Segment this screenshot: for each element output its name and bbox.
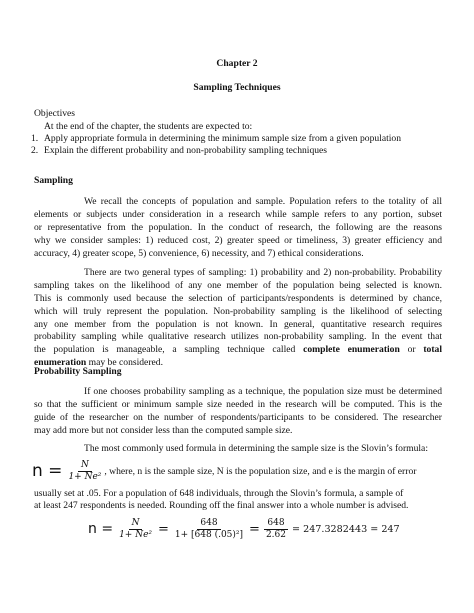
calc-fraction-3 [263,518,289,541]
slovin-formula-line [32,457,416,485]
text-line: why we consider samples: 1) reduced cost, 2) greater speed or timeliness, 3) greater efficiency and [34,234,442,246]
text-line: This is commonly used because the selection of participants/respondents is determined by chance, [34,292,442,304]
formula-denominator: 1+ Ne² [68,471,102,482]
text-run: or [407,344,416,356]
calc-denominator: 1+ Ne² [119,529,152,540]
text-line: probability sampling while qualitative research utilizes non-probability sampling. In the event that [34,331,442,343]
chapter-title: Sampling Techniques [193,82,281,93]
text-line: elements or subjects under consideration in a research while sample refers to any portion, subset [34,208,442,220]
chapter-label: Chapter 2 [216,58,258,69]
calc-result: = 247.3282443 = 247 [292,523,400,535]
text-line: There are two general types of sampling: 1) probability and 2) non-probability. Probability [84,267,442,278]
text-line: accuracy, 4) greater scope, 5) convenience, 6) necessity, and 7) ethical considerations. [34,247,364,259]
formula-fraction [65,460,104,483]
equals-sign: = [249,521,260,537]
objective-num: 1. [31,133,39,144]
formula-lhs: n = [32,460,63,481]
formula-description: , where, n is the sample size, N is the population size, and e is the margin of error [104,465,417,477]
text-line: may add more but not consider less than the computed sample size. [34,424,293,436]
objective-text: Apply appropriate formula in determining the minimum sample size from a given population [44,133,402,144]
term-total: total [423,344,442,356]
text-line: which will truly represent the population. Non-probability sampling is the likelihood of selecting [34,305,442,317]
term-complete-enumeration: complete enumeration [303,344,400,356]
objective-item-2 [31,144,328,157]
calc-numerator: 648 [264,518,287,530]
text-line: We recall the concepts of population and sample. Population refers to the totality of all [84,196,442,207]
text-run: may be considered. [88,357,163,369]
objective-text: Explain the different probability and non-probability sampling techniques [44,145,328,156]
text-line [34,344,442,357]
probability-sampling-heading: Probability Sampling [34,366,122,377]
calc-numerator: 648 [197,518,220,530]
text-line: or representative from the population. In the conduct of research, the following are the reasons [34,221,442,233]
formula-numerator: N [78,460,92,472]
sampling-paragraph-2 [34,267,442,370]
calc-denominator: 2.62 [265,529,286,540]
text-line: so that the sufficient or minimum sample size needed in the research will be computed. This is the [34,398,442,410]
equals-sign: = [158,521,169,537]
calc-denominator: 1+ [648 (.05)²] [174,529,244,540]
text-line: guide of the researcher on the number of respondents/participants to be considered. The researcher [34,411,442,423]
text-line: If one chooses probability sampling as a technique, the population size must be determined [84,386,442,397]
sampling-heading: Sampling [34,175,73,186]
calc-numerator: N [129,518,143,530]
term-enumeration: enumeration [34,357,87,369]
text-line: at least 247 respondents is needed. Rounding off the final answer into a whole number is advised. [34,500,409,511]
calc-fraction-2 [172,518,246,541]
probability-paragraph-1 [34,386,442,438]
objectives-heading: Objectives [34,108,76,119]
text-run: the population is manageable, a sampling technique called [34,344,296,356]
calc-fraction-1 [116,518,155,541]
text-line: usually set at .05. For a population of 648 individuals, through the Slovin’s formula, a sample of [34,488,404,499]
sampling-paragraph-1 [34,196,442,260]
text-line: sampling takes on the likelihood of any one member of the population being selected is known. [34,279,442,291]
objective-num: 2. [31,145,39,156]
text-line: any one member from the population is not known. In general, quantitative research requires [34,318,442,330]
slovin-calculation [88,514,400,544]
calc-lhs: n = [88,520,114,537]
probability-paragraph-2: The most commonly used formula in determining the sample size is the Slovin’s formula: [84,443,428,454]
objectives-intro: At the end of the chapter, the students are expected to: [44,121,253,132]
